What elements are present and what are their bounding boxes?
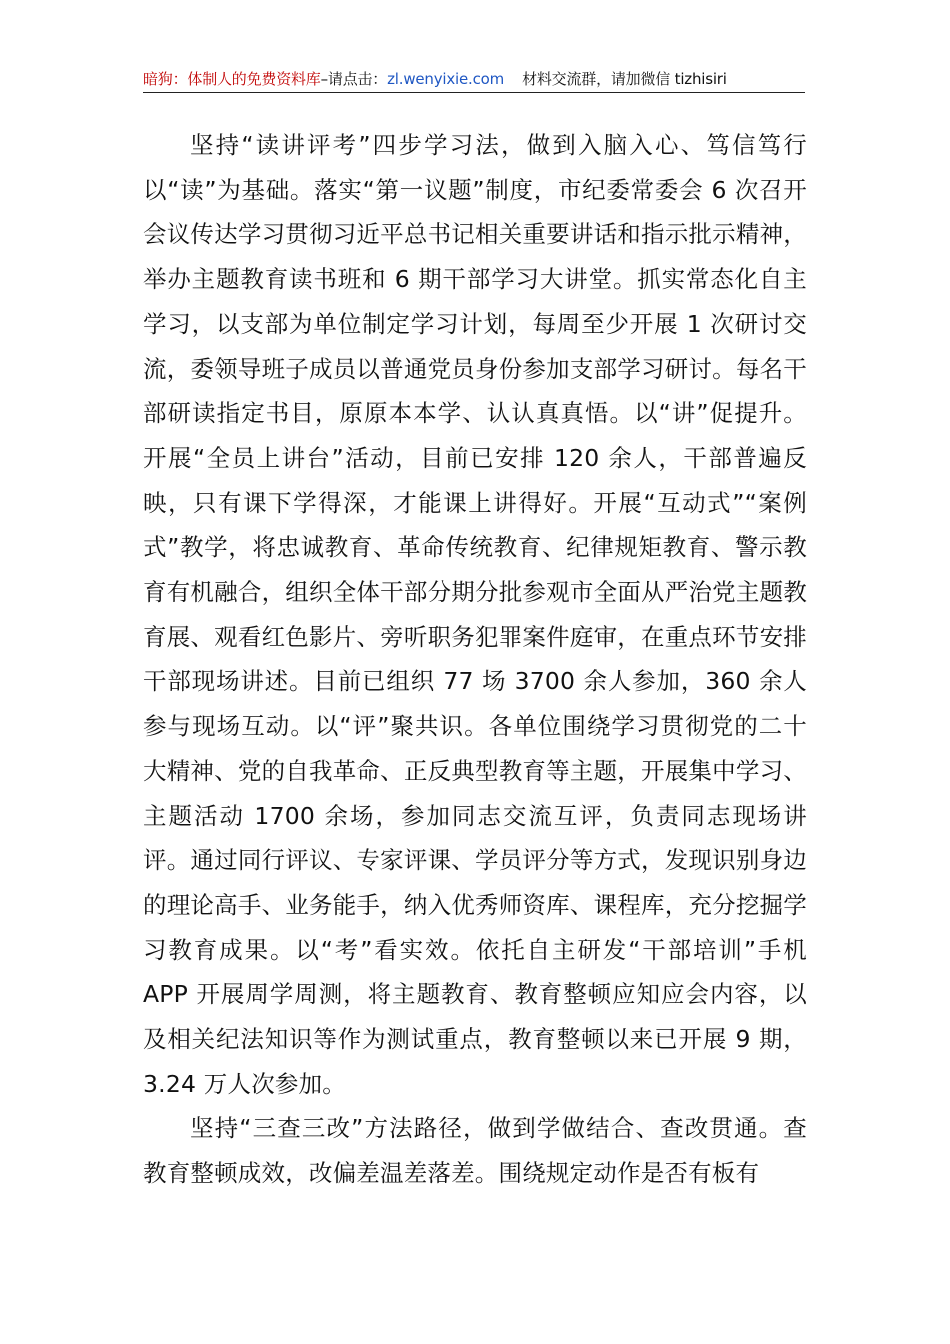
document-body	[143, 123, 807, 1196]
header-divider	[143, 92, 805, 93]
header-click-prompt: –请点击：	[320, 70, 388, 88]
page-header	[143, 66, 805, 92]
header-url-link[interactable]: zl.wenyixie.com	[387, 70, 505, 88]
header-site-name: 暗狗：体制人的免费资料库	[143, 70, 321, 88]
header-wechat-note: 材料交流群，请加微信 tizhisiri	[522, 70, 727, 88]
paragraph-2: 坚持“三查三改”方法路径，做到学做结合、查改贯通。查教育整顿成效，改偏差温差落差。围绕规定动作是否有板有	[143, 1114, 807, 1188]
paragraph-1: 坚持“读讲评考”四步学习法，做到入脑入心、笃信笃行以“读”为基础。落实“第一议题”制度，市纪委常委会 6 次召开会议传达学习贯彻习近平总书记相关重要讲话和指示批示精神，举办主题教育读书班和 6 期干部学习大讲堂。抓实常态化自主学习，以支部为单位制定学习计划，每周至少开展 1 次研讨交流，委领导班子成员以普通党员身份参加支部学习研讨。每名干部研读指定书目，原原本本学、认认真真悟。以“讲”促提升。开展“全员上讲台”活动，目前已安排 120 余人，干部普遍反映，只有课下学得深，才能课上讲得好。开展“互动式”“案例式”教学，将忠诚教育、革命传统教育、纪律规矩教育、警示教育有机融合，组织全体干部分期分批参观市全面从严治党主题教育展、观看红色影片、旁听职务犯罪案件庭审，在重点环节安排干部现场讲述。目前已组织 77 场 3700 余人参加，360 余人参与现场互动。以“评”聚共识。各单位围绕学习贯彻党的二十大精神、党的自我革命、正反典型教育等主题，开展集中学习、主题活动 1700 余场，参加同志交流互评，负责同志现场讲评。通过同行评议、专家评课、学员评分等方式，发现识别身边的理论高手、业务能手，纳入优秀师资库、课程库，充分挖掘学习教育成果。以“考”看实效。依托自主研发“干部培训”手机 APP 开展周学周测，将主题教育、教育整顿应知应会内容，以及相关纪法知识等作为测试重点，教育整顿以来已开展 9 期，3.24 万人次参加。	[143, 131, 807, 1098]
